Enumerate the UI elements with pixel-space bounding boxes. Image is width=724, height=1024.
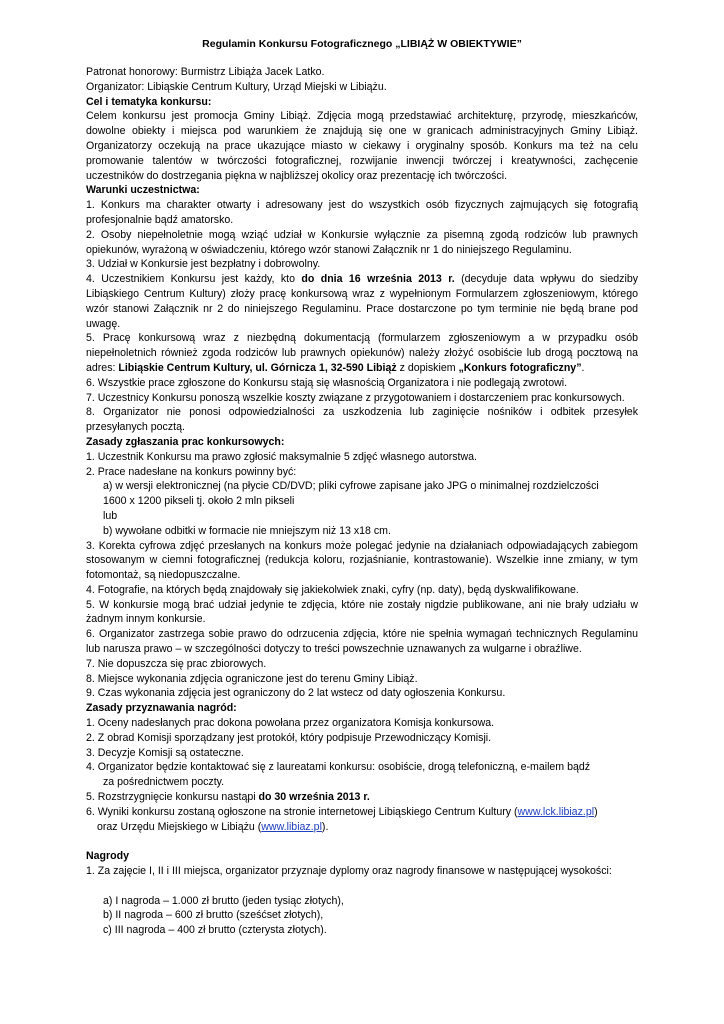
submission-item-2b: b) wywołane odbitki w formacie nie mniejszym niż 13 x18 cm. bbox=[103, 524, 391, 537]
document-body bbox=[86, 65, 638, 938]
submission-item-5: 5. W konkursie mogą brać udział jedynie te zdjęcia, które nie zostały nigdzie publikowane, ani nie brały udziału w żadnym innym konkursie. bbox=[86, 598, 638, 626]
submission-or: lub bbox=[103, 509, 118, 522]
section-heading-prizes: Nagrody bbox=[86, 850, 129, 863]
section-heading-goal: Cel i tematyka konkursu: bbox=[86, 95, 212, 108]
submission-item-3: 3. Korekta cyfrowa zdjęć przesłanych na konkurs może polegać jedynie na działaniach odpowiadających zabiegom stosowanym w ciemni fotograficznej (redukcja koloru, rozjaśnianie, kontrastowanie). Wszelkie inne zmiany, w tym fotomontaż, są niedopuszczalne. bbox=[86, 539, 638, 582]
document-page bbox=[86, 38, 638, 938]
awarding-item-5: 5. Rozstrzygnięcie konkursu nastąpi do 30 września 2013 r. bbox=[86, 791, 370, 804]
submission-item-4: 4. Fotografie, na których będą znajdowały się jakiekolwiek znaki, cyfry (np. daty), będą dyskwalifikowane. bbox=[86, 583, 579, 596]
awarding-item-6-line2: oraz Urzędu Miejskiego w Libiążu (www.libiaz.pl). bbox=[97, 820, 329, 833]
section-heading-submission: Zasady zgłaszania prac konkursowych: bbox=[86, 435, 285, 448]
deadline-submission: do dnia 16 września 2013 r. bbox=[301, 273, 455, 286]
awarding-item-6-line1: 6. Wyniki konkursu zostaną ogłoszone na stronie internetowej Libiąskiego Centrum Kultury (www.lck.libiaz.pl) bbox=[86, 805, 598, 818]
conditions-item-3: 3. Udział w Konkursie jest bezpłatny i dobrowolny. bbox=[86, 258, 321, 271]
submission-item-2: 2. Prace nadesłane na konkurs powinny być: bbox=[86, 465, 297, 478]
conditions-item-4: 4. Uczestnikiem Konkursu jest każdy, kto do dnia 16 września 2013 r. (decyduje data wpływu do siedziby Libiąskiego Centrum Kultury) złoży pracę konkursową wraz z wypełnionym Formularzem zgłoszeniowym, którego wzór stanowi Załącznik nr 2 do niniejszego Regulaminu. Prace dostarczone po tym terminie nie będą brane pod uwagę. bbox=[86, 273, 639, 330]
conditions-item-5: 5. Pracę konkursową wraz z niezbędną dokumentacją (formularzem zgłoszeniowym a w przypadku osób niepełnoletnich również zgoda rodziców lub prawnych opiekunów) należy złożyć osobiście lub drogą pocztową na adres: Libiąskie Centrum Kultury, ul. Górnicza 1, 32-590 Libiąż z dopiskiem „Konkurs fotograficzny”. bbox=[86, 332, 638, 374]
section-heading-awarding: Zasady przyznawania nagród: bbox=[86, 702, 237, 715]
submission-item-2a-line2: 1600 x 1200 pikseli tj. około 2 mln pikseli bbox=[103, 495, 295, 508]
organizer-line: Organizator: Libiąskie Centrum Kultury, Urząd Miejski w Libiążu. bbox=[86, 80, 387, 93]
submission-item-9: 9. Czas wykonania zdjęcia jest ograniczony do 2 lat wstecz od daty ogłoszenia Konkursu. bbox=[86, 687, 506, 700]
deadline-results: do 30 września 2013 r. bbox=[258, 791, 370, 804]
document-title: Regulamin Konkursu Fotograficznego „LIBIĄŻ W OBIEKTYWIE” bbox=[202, 38, 522, 50]
spacer bbox=[86, 834, 638, 849]
awarding-item-3: 3. Decyzje Komisji są ostateczne. bbox=[86, 746, 244, 759]
conditions-item-2: 2. Osoby niepełnoletnie mogą wziąć udział w Konkursie wyłącznie za pisemną zgodą rodziców lub prawnych opiekunów, wyrażoną w oświadczeniu, którego wzór stanowi Załącznik nr 1 do niniejszego Regulaminu. bbox=[86, 228, 638, 256]
prize-third: c) III nagroda – 400 zł brutto (czterysta złotych). bbox=[103, 924, 327, 937]
submission-item-6: 6. Organizator zastrzega sobie prawo do odrzucenia zdjęcia, które nie spełnia wymagań technicznych Regulaminu lub narusza prawo – w szczególności dotyczy to treści powszechnie uznawanych za wulgarne i obraźliwe. bbox=[86, 628, 638, 656]
awarding-item-4-line2: za pośrednictwem poczty. bbox=[103, 776, 225, 789]
prizes-item-1: 1. Za zajęcie I, II i III miejsca, organizator przyznaje dyplomy oraz nagrody finansowe w następującej wysokości: bbox=[86, 865, 612, 878]
libiaz-website-link[interactable]: www.libiaz.pl bbox=[261, 820, 322, 833]
conditions-item-1: 1. Konkurs ma charakter otwarty i adresowany jest do wszystkich osób fizycznych zajmujących się fotografią profesjonalnie bądź amatorsko. bbox=[86, 199, 638, 226]
section-heading-conditions: Warunki uczestnictwa: bbox=[86, 184, 200, 197]
awarding-item-2: 2. Z obrad Komisji sporządzany jest protokół, który podpisuje Przewodniczący Komisji. bbox=[86, 731, 492, 744]
prize-first: a) I nagroda – 1.000 zł brutto (jeden tysiąc złotych), bbox=[103, 894, 344, 907]
spacer bbox=[86, 879, 638, 894]
conditions-item-6: 6. Wszystkie prace zgłoszone do Konkursu stają się własnością Organizatora i nie podlegają zwrotowi. bbox=[86, 376, 568, 389]
awarding-item-1: 1. Oceny nadesłanych prac dokona powołana przez organizatora Komisja konkursowa. bbox=[86, 717, 495, 730]
lck-website-link[interactable]: www.lck.libiaz.pl bbox=[517, 805, 595, 818]
awarding-item-4-line1: 4. Organizator będzie kontaktować się z laureatami konkursu: osobiście, drogą telefoniczną, e-mailem bądź bbox=[86, 761, 591, 774]
postal-address: Libiąskie Centrum Kultury, ul. Górnicza 1, 32-590 Libiąż bbox=[118, 361, 397, 374]
submission-item-8: 8. Miejsce wykonania zdjęcia ograniczone jest do terenu Gminy Libiąż. bbox=[86, 672, 418, 685]
goal-paragraph: Celem konkursu jest promocja Gminy Libiąż. Zdjęcia mogą przedstawiać architekturę, przyrodę, mieszkańców, dowolne obiekty i miejsca pod warunkiem że znajdują się one w granicach administracyjnych Gminy Libiąż. Organizatorzy oczekują na prace ukazujące miasto w ciekawy i oryginalny sposób. Konkurs ma też na celu promowanie talentów w twórczości fotograficznej, rozwijanie inwencji twórczej i kreatywności, zachęcenie uczestników do dostrzegania piękna w najbliższej okolicy oraz prezentację ich twórczości. bbox=[86, 110, 638, 182]
submission-item-1: 1. Uczestnik Konkursu ma prawo zgłosić maksymalnie 5 zdjęć własnego autorstwa. bbox=[86, 450, 477, 463]
conditions-item-7: 7. Uczestnicy Konkursu ponoszą wszelkie koszty związane z przygotowaniem i dostarczeniem prac konkursowych. bbox=[86, 391, 625, 404]
submission-item-7: 7. Nie dopuszcza się prac zbiorowych. bbox=[86, 657, 267, 670]
submission-item-2a-line1: a) w wersji elektronicznej (na płycie CD/DVD; pliki cyfrowe zapisane jako JPG o minimalnej rozdzielczości bbox=[103, 480, 599, 493]
prize-second: b) II nagroda – 600 zł brutto (sześćset złotych), bbox=[103, 909, 324, 922]
conditions-item-8: 8. Organizator nie ponosi odpowiedzialności za uszkodzenia lub zaginięcie nośników i odbitek przesyłek przesyłanych pocztą. bbox=[86, 406, 638, 434]
envelope-note: „Konkurs fotograficzny” bbox=[458, 361, 582, 374]
patron-line: Patronat honorowy: Burmistrz Libiąża Jacek Latko. bbox=[86, 66, 325, 78]
